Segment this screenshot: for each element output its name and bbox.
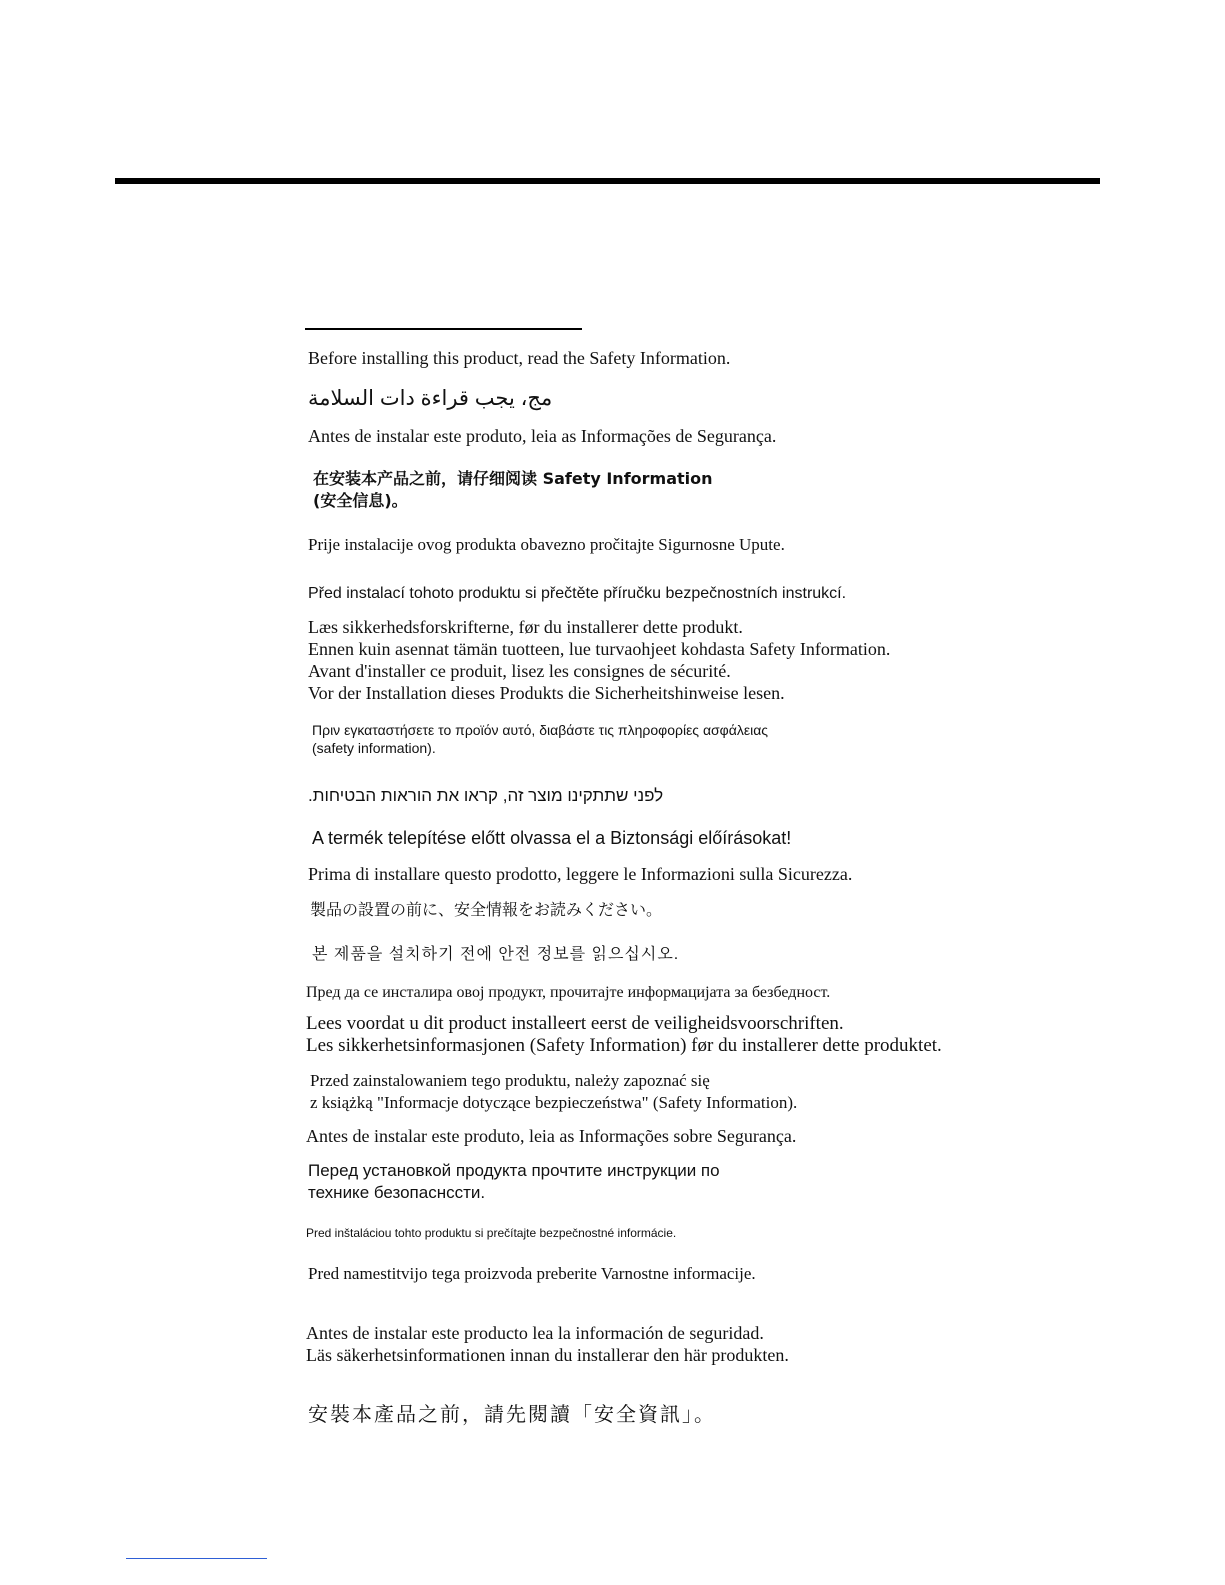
notice-chinese-simplified-line-1: 在安装本产品之前，请仔细阅读 Safety Information: [313, 469, 713, 488]
notice-swedish: Läs säkerhetsinformationen innan du installerar den här produkten.: [306, 1345, 789, 1365]
section-rule: [305, 328, 582, 330]
notice-korean: 본 제품을 설치하기 전에 안전 정보를 읽으십시오.: [312, 946, 680, 963]
notice-polish: [310, 1070, 797, 1114]
notice-portuguese-pt: Antes de instalar este produto, leia as Informações sobre Segurança.: [306, 1126, 797, 1146]
notice-hebrew-text: לפני שתתקינו מוצר זה, קראו את הוראות הבטיחות.: [308, 786, 664, 805]
notice-nordic-french-german: [308, 616, 890, 704]
notice-slovak: Pred inštaláciou tohto produktu si prečítajte bezpečnostné informácie.: [306, 1226, 677, 1240]
notice-greek-line-2: (safety information).: [312, 740, 436, 756]
notice-hungarian: A termék telepítése előtt olvassa el a Biztonsági előírásokat!: [312, 828, 792, 848]
notice-arabic: [308, 386, 552, 411]
notice-czech: Před instalací tohoto produktu si přečtěte příručku bezpečnostních instrukcí.: [308, 585, 847, 602]
notice-russian-line-1: Перед установкой продукта прочтите инструкции по: [308, 1161, 720, 1180]
notice-greek: [312, 721, 768, 757]
notice-polish-line-1: Przed zainstalowaniem tego produktu, należy zapoznać się: [310, 1071, 710, 1090]
notice-hebrew: [308, 786, 663, 806]
notice-spanish-swedish: [306, 1322, 789, 1366]
notice-chinese-traditional: 安裝本產品之前，請先閱讀「安全資訊」。: [308, 1404, 716, 1426]
notice-polish-line-2: z książką "Informacje dotyczące bezpieczeństwa" (Safety Information).: [310, 1093, 798, 1112]
notice-portuguese-br: Antes de instalar este produto, leia as Informações de Segurança.: [308, 426, 777, 446]
notice-slovenian: Pred namestitvijo tega proizvoda preberite Varnostne informacije.: [308, 1264, 756, 1283]
notice-finnish: Ennen kuin asennat tämän tuotteen, lue turvaohjeet kohdasta Safety Information.: [308, 639, 891, 659]
notice-norwegian: Les sikkerhetsinformasjonen (Safety Information) før du installerer dette produktet.: [306, 1035, 942, 1056]
notice-dutch-norwegian: [306, 1013, 942, 1057]
notice-french: Avant d'installer ce produit, lisez les consignes de sécurité.: [308, 661, 731, 681]
notice-danish: Læs sikkerhedsforskrifterne, før du installerer dette produkt.: [308, 617, 743, 637]
top-horizontal-rule: [115, 178, 1100, 184]
notice-macedonian: Пред да се инсталира овој продукт, прочитајте информацијата за безбедност.: [306, 984, 831, 1001]
notice-spanish: Antes de instalar este producto lea la información de seguridad.: [306, 1323, 764, 1343]
notice-japanese: 製品の設置の前に、安全情報をお読みください。: [310, 902, 663, 919]
footnote-rule: [126, 1558, 267, 1559]
notice-croatian: Prije instalacije ovog produkta obavezno pročitajte Sigurnosne Upute.: [308, 535, 785, 554]
notice-greek-line-1: Πριν εγκαταστήσετε το προϊόν αυτό, διαβάστε τις πληροφορίες ασφάλειας: [312, 722, 769, 738]
notice-russian-line-2: технике безопаснсcти.: [308, 1183, 486, 1202]
notice-italian: Prima di installare questo prodotto, leggere le Informazioni sulla Sicurezza.: [308, 864, 853, 884]
notice-chinese-simplified-line-2: (安全信息)。: [313, 491, 408, 510]
notice-english: Before installing this product, read the Safety Information.: [308, 348, 731, 368]
notice-german: Vor der Installation dieses Produkts die Sicherheitshinweise lesen.: [308, 683, 785, 703]
notice-arabic-text: مج، يجب قراءة دات السلامة: [308, 387, 553, 410]
notice-russian: [308, 1160, 720, 1204]
notice-chinese-simplified: [313, 468, 713, 512]
notice-dutch: Lees voordat u dit product installeert eerst de veiligheidsvoorschriften.: [306, 1013, 844, 1034]
